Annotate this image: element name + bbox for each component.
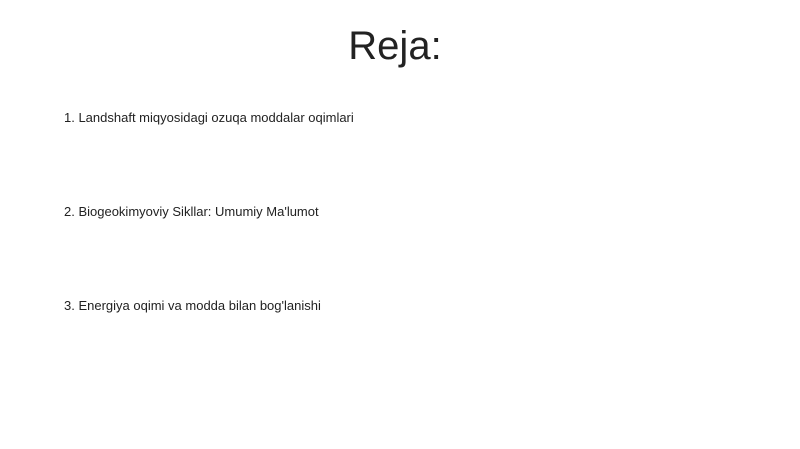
agenda-list — [64, 108, 354, 316]
agenda-item: 2. Biogeokimyoviy Sikllar: Umumiy Ma'lumot — [64, 204, 319, 219]
agenda-item: 1. Landshaft miqyosidagi ozuqa moddalar oqimlari — [64, 110, 354, 125]
agenda-item: 3. Energiya oqimi va modda bilan bog'lanishi — [64, 298, 321, 313]
slide-title: Reja: — [348, 24, 442, 68]
